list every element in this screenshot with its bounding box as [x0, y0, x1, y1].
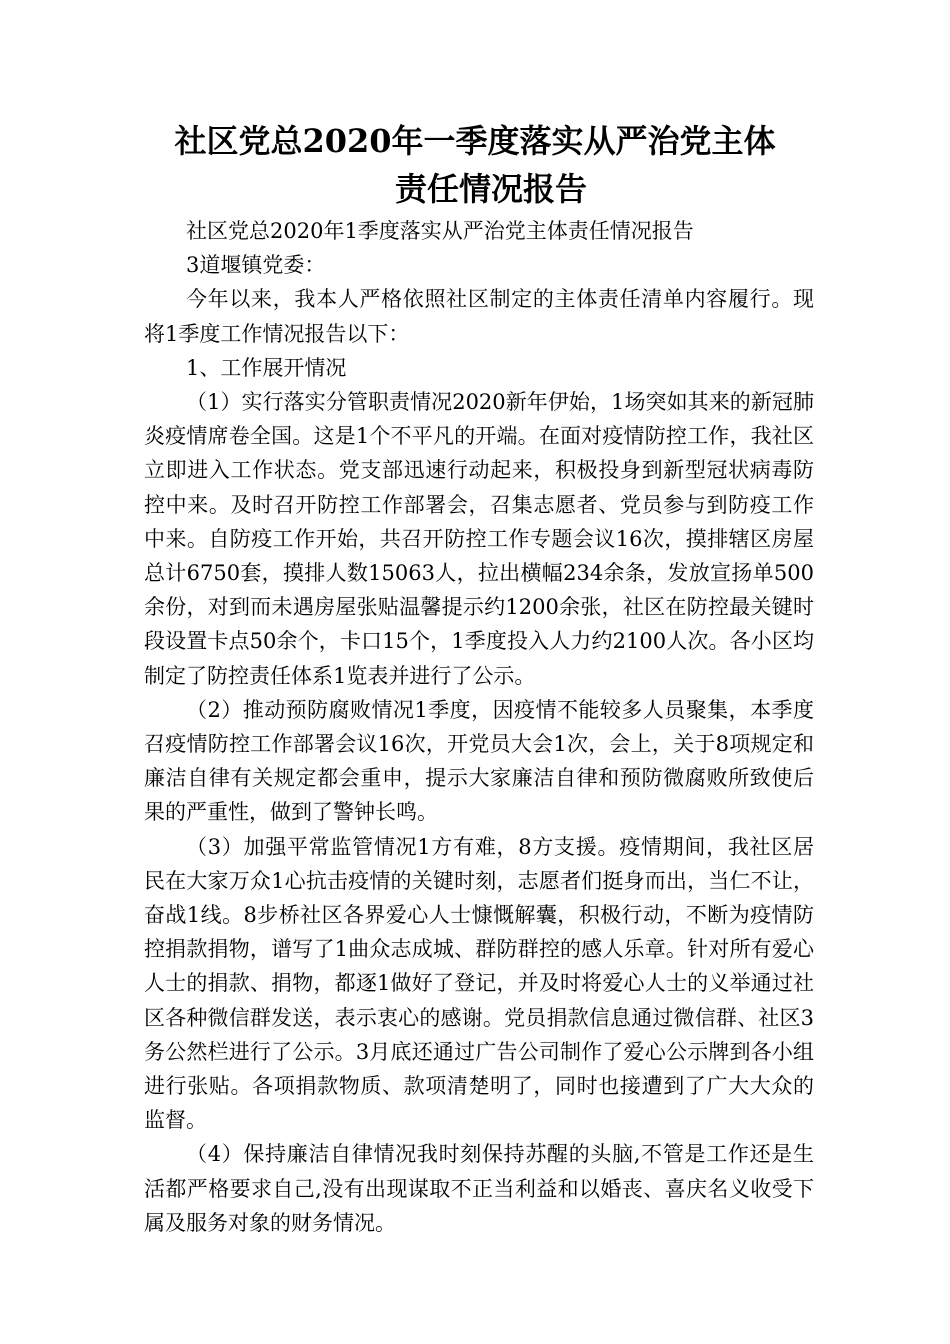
- intro-paragraph: 今年以来，我本人严格依照社区制定的主体责任清单内容履行。现将1季度工作情况报告以下：: [144, 287, 814, 346]
- recipient-paragraph: 3道堰镇党委：: [186, 253, 326, 278]
- document-body: [144, 214, 814, 1240]
- report-heading-paragraph: 社区党总2020年1季度落实从严治党主体责任情况报告: [186, 219, 694, 243]
- item-4-paragraph: （4）保持廉洁自律情况我时刻保持苏醒的头脑,不管是工作还是生活都严格要求自己,没有出现谋取不正当利益和以婚丧、喜庆名义收受下属及服务对象的财务情况。: [144, 1142, 814, 1235]
- document-title-line-2: 责任情况报告: [394, 170, 587, 208]
- item-1-paragraph: （1）实行落实分管职责情况2020新年伊始，1场突如其来的新冠肺炎疫情席卷全国。这是1个不平凡的开端。在面对疫情防控工作，我社区立即进入工作状态。党支部迅速行动起来，积极投身到新型冠状病毒防控中来。及时召开防控工作部署会，召集志愿者、党员参与到防疫工作中来。自防疫工作开始，共召开防控工作专题会议16次，摸排辖区房屋总计6750套，摸排人数15063人，拉出横幅234余条，发放宣扬单500余份，对到而未遇房屋张贴温馨提示约1200余张，社区在防控最关键时段设置卡点50余个，卡口15个，1季度投入人力约2100人次。各小区均制定了防控责任体系1览表并进行了公示。: [144, 390, 814, 688]
- section-heading: 1、工作展开情况: [186, 355, 347, 380]
- item-3-paragraph: （3）加强平常监管情况1方有难，8方支援。疫情期间，我社区居民在大家万众1心抗击疫情的关键时刻，志愿者们挺身而出，当仁不让，奋战1线。8步桥社区各界爱心人士慷慨解囊，积极行动，不断为疫情防控捐款捐物，谱写了1曲众志成城、群防群控的感人乐章。针对所有爱心人士的捐款、捐物，都逐1做好了登记，并及时将爱心人士的义举通过社区各种微信群发送，表示衷心的感谢。党员捐款信息通过微信群、社区3务公然栏进行了公示。3月底还通过广告公司制作了爱心公示牌到各小组进行张贴。各项捐款物质、款项清楚明了，同时也接遭到了广大大众的监督。: [144, 834, 814, 1133]
- document-title-line-1: 社区党总2020年一季度落实从严治党主体: [174, 122, 776, 160]
- item-2-paragraph: （2）推动预防腐败情况1季度，因疫情不能较多人员聚集，本季度召疫情防控工作部署会议16次，开党员大会1次，会上，关于8项规定和廉洁自律有关规定都会重申，提示大家廉洁自律和预防微腐败所致使后果的严重性，做到了警钟长鸣。: [144, 697, 814, 825]
